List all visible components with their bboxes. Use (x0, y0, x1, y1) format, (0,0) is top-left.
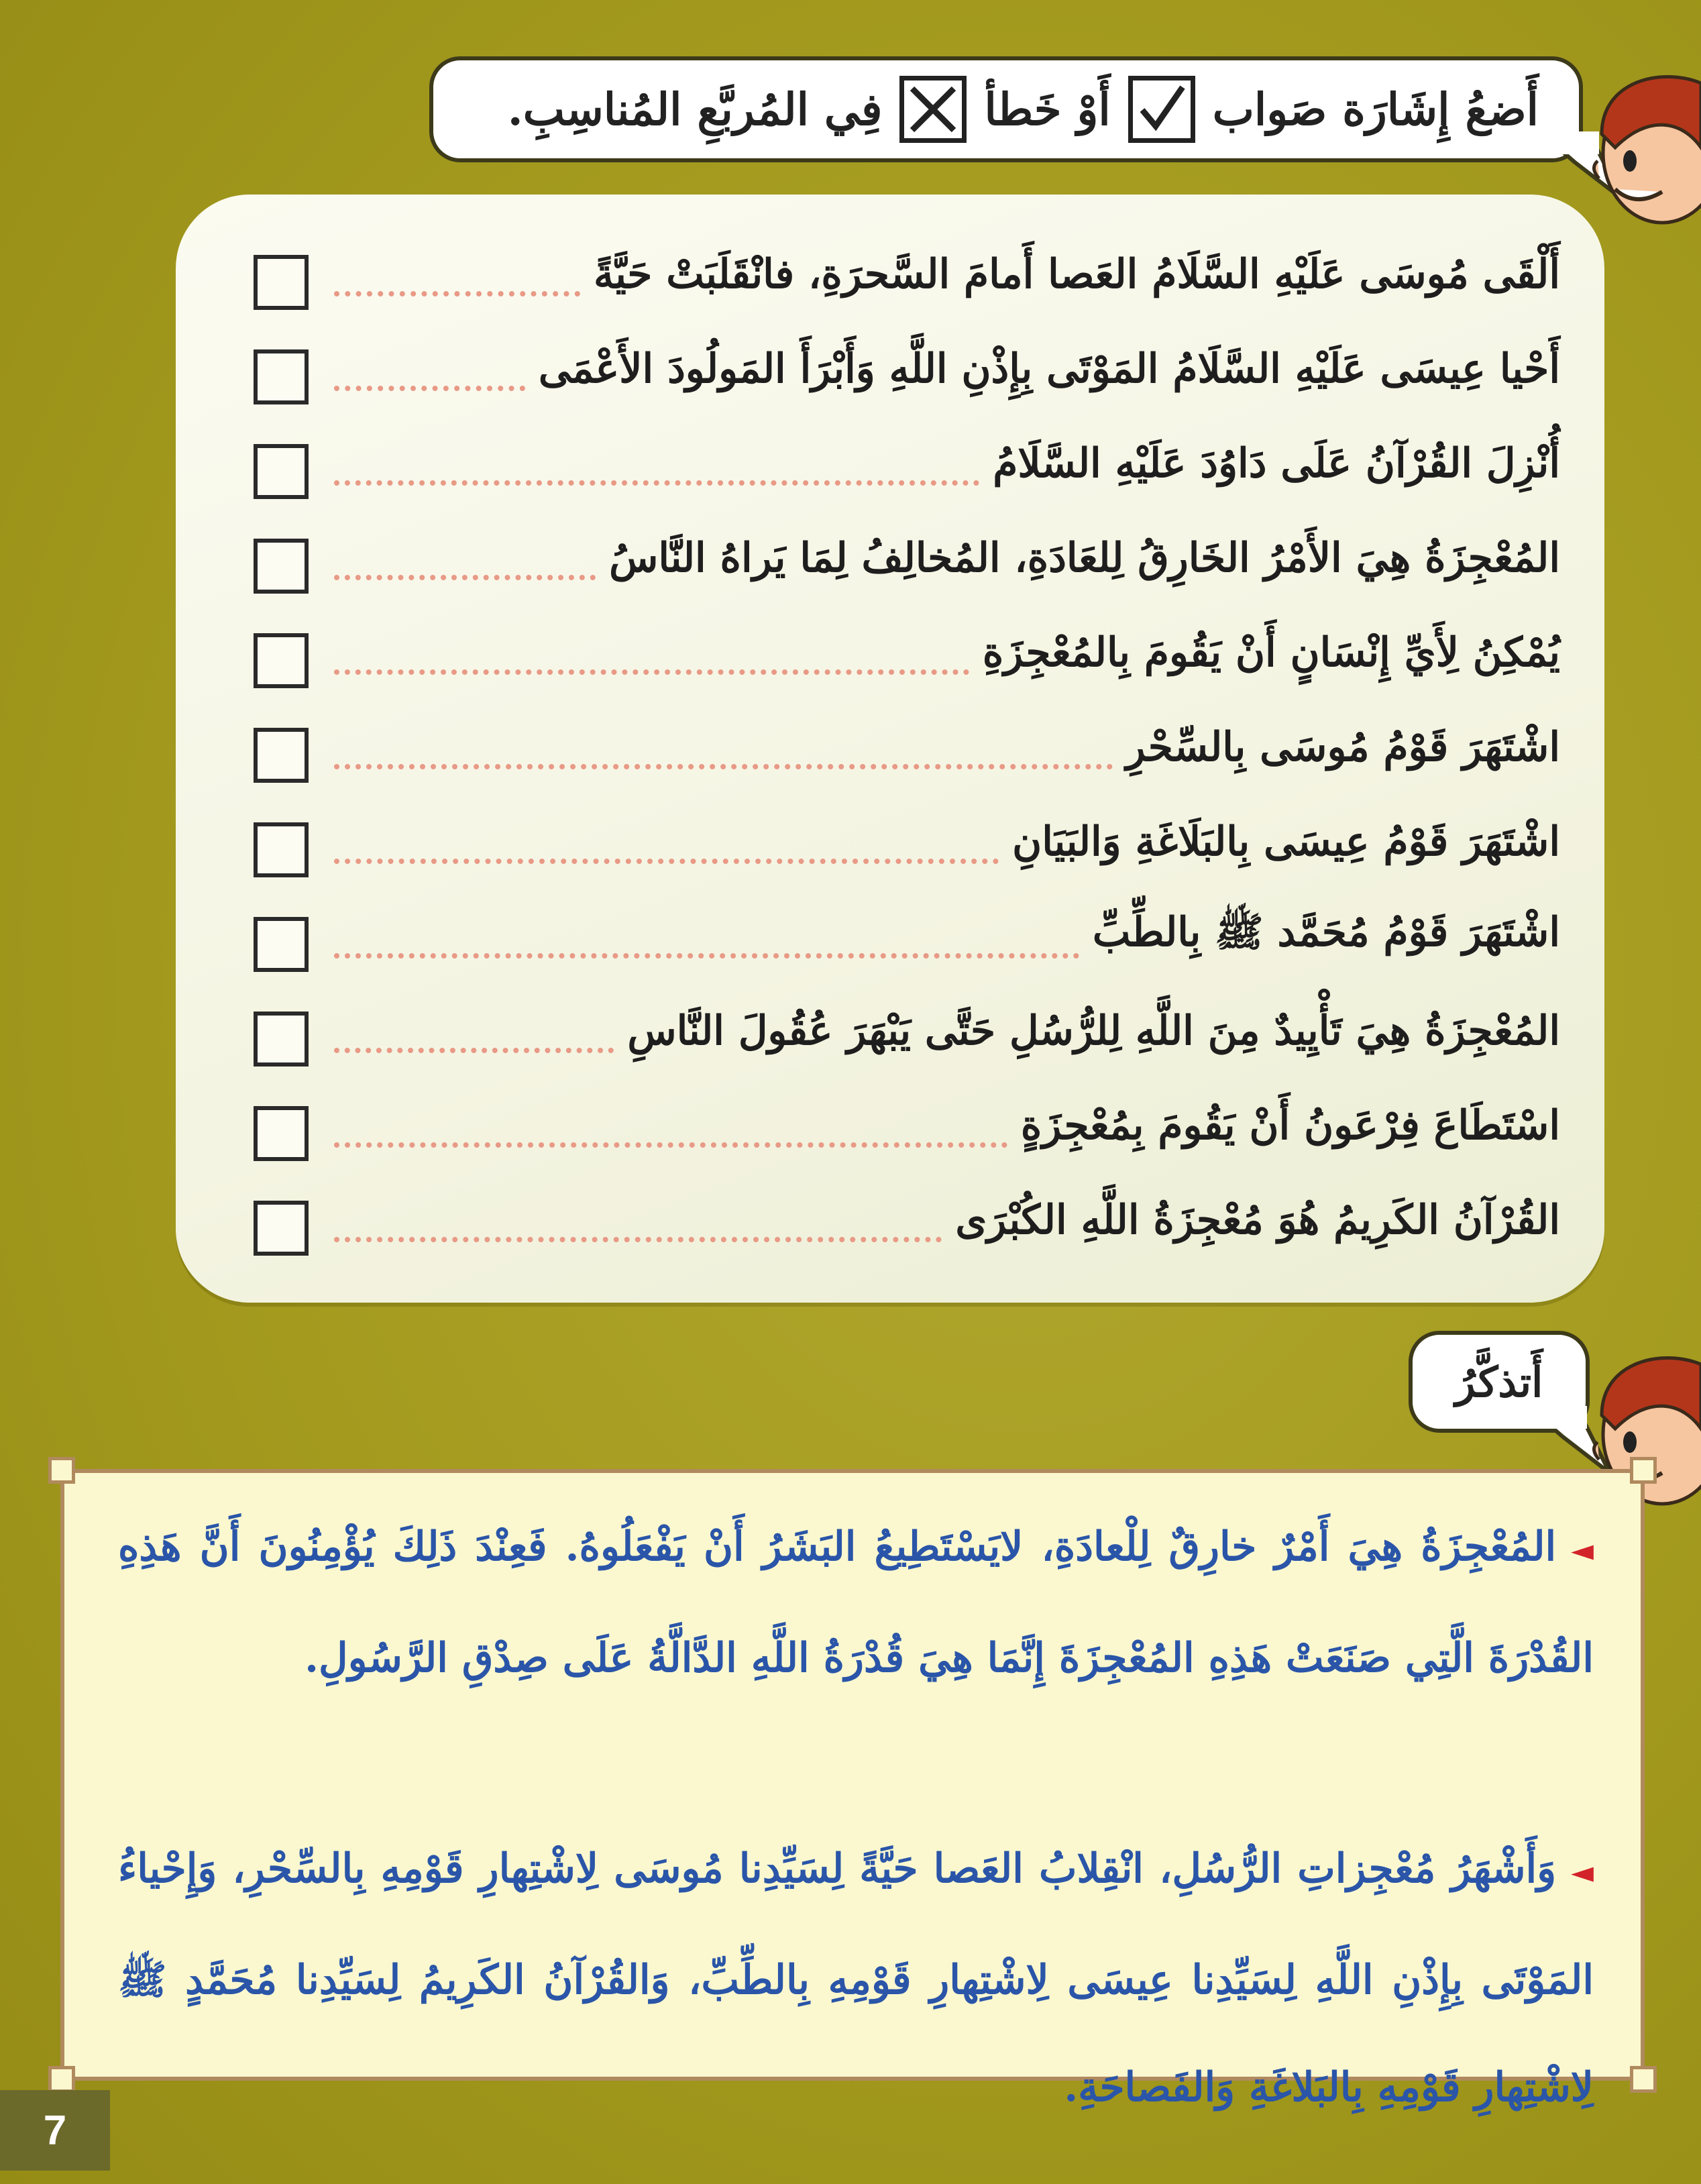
statement-text: أَلْقَى مُوسَى عَلَيْهِ السَّلَامُ العَصا أَمامَ السَّحرَةِ، فانْقَلَبَتْ حَيَّةً (593, 251, 1560, 298)
statement-row (176, 890, 1604, 984)
page-number: 7 (43, 2107, 67, 2154)
corner-ornament (48, 2066, 75, 2093)
dotted-leader (334, 480, 979, 486)
dotted-leader (334, 575, 596, 580)
answer-checkbox[interactable] (254, 1201, 309, 1256)
bullet-arrow-icon: ◄ (1571, 1533, 1594, 1568)
answer-checkbox[interactable] (254, 349, 309, 404)
statement-row (176, 228, 1604, 322)
remember-panel (60, 1469, 1645, 2111)
statement-row (176, 323, 1604, 417)
dotted-leader (334, 1048, 614, 1053)
answer-checkbox[interactable] (254, 444, 309, 499)
instruction-part-3: فِي المُربَّعِ المُناسِبِ. (507, 83, 883, 135)
statement-text: اسْتَطَاعَ فِرْعَونُ أَنْ يَقُومَ بِمُعْجِزَةٍ (1020, 1102, 1560, 1149)
answer-checkbox[interactable] (254, 633, 309, 688)
statement-text: اشْتَهَرَ قَوْمُ عِيسَى بِالبَلَاغَةِ وَالبَيَانِ (1012, 818, 1560, 865)
answer-checkbox[interactable] (254, 728, 309, 783)
questions-panel (176, 195, 1604, 1303)
dotted-leader (334, 386, 525, 391)
answer-checkbox[interactable] (254, 1012, 309, 1067)
statement-text: أُنْزِلَ القُرْآنُ عَلَى دَاوُدَ عَلَيْهِ السَّلَامُ (993, 440, 1560, 487)
statement-text: يُمْكِنُ لِأَيِّ إِنْسَانٍ أَنْ يَقُومَ بِالمُعْجِزَةِ (982, 629, 1560, 676)
bullet-arrow-icon: ◄ (1571, 1855, 1594, 1890)
corner-ornament (1630, 2066, 1657, 2093)
statement-row (176, 701, 1604, 795)
instruction-text (508, 60, 1539, 158)
statement-row (176, 512, 1604, 606)
statement-row (176, 985, 1604, 1079)
instruction-bubble (429, 56, 1583, 162)
answer-checkbox[interactable] (254, 539, 309, 594)
page-number-tab (0, 2090, 110, 2171)
instruction-part-2: أَوْ خَطأ (984, 83, 1111, 135)
statement-text: اشْتَهَرَ قَوْمُ مُحَمَّد ﷺ بِالطِّبِّ (1092, 908, 1560, 956)
statement-row (176, 796, 1604, 889)
corner-ornament (48, 1457, 75, 1484)
remember-title: أَتذكَّرُ (1455, 1357, 1543, 1407)
answer-checkbox[interactable] (254, 917, 309, 972)
statement-row (176, 606, 1604, 700)
statement-row (176, 417, 1604, 511)
statement-row (176, 1174, 1604, 1268)
statement-row (176, 1079, 1604, 1173)
check-mark-icon (1128, 76, 1195, 143)
answer-checkbox[interactable] (254, 255, 309, 310)
dotted-leader (334, 764, 1113, 769)
answer-checkbox[interactable] (254, 1106, 309, 1161)
statement-text: أَحْيا عِيسَى عَلَيْهِ السَّلَامُ المَوْتَى بِإِذْنِ اللَّهِ وَأَبْرَأَ المَولُودَ الأَعْمَى (538, 345, 1560, 392)
statement-text: القُرْآنُ الكَرِيمُ هُوَ مُعْجِزَةُ اللَّهِ الكُبْرَى (955, 1197, 1560, 1244)
dotted-leader (334, 291, 580, 296)
corner-ornament (1630, 1457, 1657, 1484)
dotted-leader (334, 953, 1079, 959)
dotted-leader (334, 1237, 942, 1242)
statement-text: المُعْجِزَةُ هِيَ الأَمْرُ الخَارِقُ لِلعَادَةِ، المُخالِفُ لِمَا يَراهُ النَّاسُ (609, 535, 1560, 582)
answer-checkbox[interactable] (254, 822, 309, 877)
dotted-leader (334, 1142, 1007, 1148)
statement-text: المُعْجِزَةُ هِيَ تَأْيِيدٌ مِنَ اللَّهِ لِلرُّسُلِ حَتَّى يَبْهَرَ عُقُولَ النَّاسِ (627, 1007, 1560, 1054)
remember-paragraph-2: ◄وَأَشْهَرُ مُعْجِزاتِ الرُّسُلِ، انْقِلابُ العَصا حَيَّةً لِسَيِّدِنا مُوسَى لِاشْتِهارِ قَوْمِهِ بِالسِّحْرِ، وَإِحْياءُ المَوْتَى بِإِذْنِ اللَّهِ لِسَيِّدِنا عِيسَى لِاشْتِهارِ قَوْمِهِ بِالطِّبِّ، وَالقُرْآنُ الكَرِيمُ لِسَيِّدِنا مُحَمَّدٍ ﷺ لِاشْتِهارِ قَوْمِهِ بِالبَلاغَةِ وَالفَصاحَةِ. (118, 1845, 1594, 2111)
statement-text: اشْتَهَرَ قَوْمُ مُوسَى بِالسِّحْرِ (1126, 724, 1560, 771)
dotted-leader (334, 859, 999, 864)
dotted-leader (334, 669, 969, 675)
cross-mark-icon (899, 76, 967, 143)
remember-paragraph-1: ◄المُعْجِزَةُ هِيَ أَمْرٌ خارِقٌ لِلْعادَةِ، لايَسْتَطِيعُ البَشَرُ أَنْ يَفْعَلُوهُ. فَعِنْدَ ذَلِكَ يُؤْمِنُونَ أَنَّ هَذِهِ القُدْرَةَ الَّتِي صَنَعَتْ هَذِهِ المُعْجِزَةَ إِنَّمَا هِيَ قُدْرَةُ اللَّهِ الدَّالَّةُ عَلَى صِدْقِ الرَّسُولِ. (118, 1523, 1594, 1682)
boy-avatar-icon (1588, 67, 1701, 228)
instruction-part-1: أَضعُ إِشَارَة صَواب (1212, 83, 1539, 135)
